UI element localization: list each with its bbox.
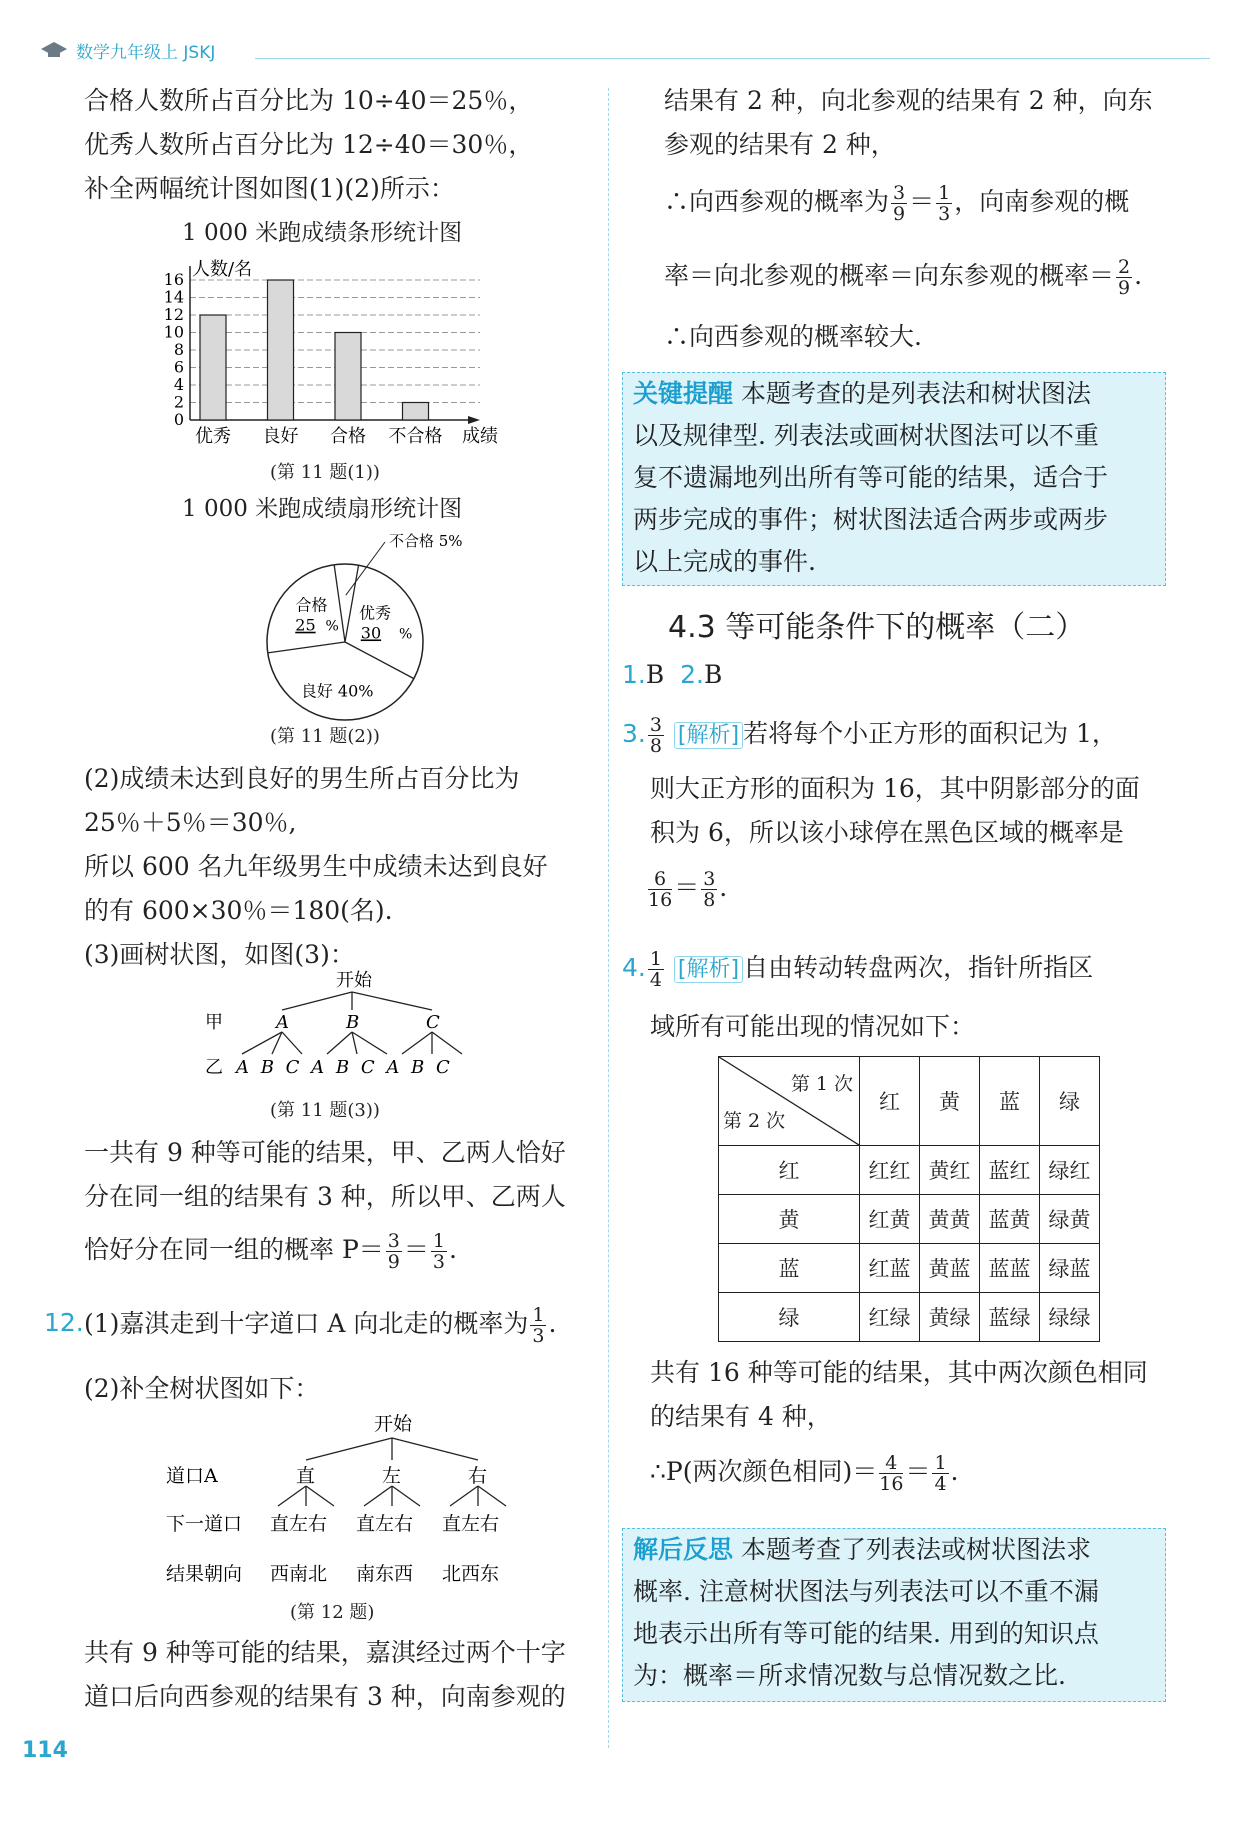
fraction: $\frac{3}{8}$ [649,714,662,757]
bar [335,333,361,421]
q11-2-line-1: (2)成绩未达到良好的男生所占百分比为 [84,764,520,793]
table-corner [719,1057,860,1146]
answer-4-line-1: 4. $\frac{1}{4}$ [解析] 自由转动转盘两次，指针所指区 [622,948,1094,991]
y-tick-label: 6 [173,357,184,377]
tree11-node-b: B [346,1012,360,1033]
table-row [719,1146,1100,1195]
y-tick-label: 12 [163,305,184,324]
table-cell: 绿黄 [1040,1195,1100,1244]
pie-value: 25 [295,615,316,635]
y-tick-label: 2 [173,392,184,412]
tree-diagram-12 [160,1408,580,1608]
tip-line-4: 两步完成的事件；树状图法适合两步或两步 [633,505,1109,534]
tree11-row2-label: 乙 [205,1057,223,1078]
tree11-row2: A B C A B C A B C [236,1057,450,1078]
q12-part1: (1)嘉淇走到十字道口 A 向北走的概率为 $\frac{1}{3}$ . [84,1304,557,1347]
right-line-2: 参观的结果有 2 种， [664,130,896,159]
bar-chart-caption: (第 11 题(1)) [270,462,380,483]
corner-bottom: 第 2 次 [723,1110,786,1132]
fraction: $\frac{3}{9}$ [893,182,906,225]
y-tick-label: 14 [163,287,184,307]
tip-title: 关键提醒 [633,379,734,408]
left-line-1: 合格人数所占百分比为 10÷40＝25％， [84,86,534,115]
x-tick-label: 合格 [330,426,366,447]
tree12-r2-2: 直左右 [356,1513,414,1535]
tree11-start: 开始 [336,970,372,991]
table-cell: 蓝黄 [980,1195,1040,1244]
table-cell: 绿红 [1040,1146,1100,1195]
header-rule [255,58,1210,59]
right-line-3: ∴向西参观的概率为 $\frac{3}{9}$ ＝ $\frac{1}{3}$ ，向南参观的概 [664,182,1130,225]
bar-chart-ylabel: 人数/名 [192,259,253,280]
table-cell: 黄绿 [920,1293,980,1342]
table-cell: 红红 [860,1146,920,1195]
x-tick-label: 良好 [262,426,299,447]
table-header-row [719,1057,1100,1146]
right-line-4: 率＝向北参观的概率＝向东参观的概率＝ $\frac{2}{9}$ . [664,256,1143,299]
pie-pct: % [325,618,339,635]
fraction: $\frac{1}{3}$ [532,1304,545,1347]
right-line-5: ∴向西参观的概率较大. [664,322,922,351]
tree11-node-a: A [276,1012,289,1033]
table-row [719,1293,1100,1342]
bar-chart [150,250,570,450]
bar [200,315,226,420]
answer-4-concl-2: 的结果有 4 种， [650,1402,832,1431]
pie-label: 合格 [295,595,328,615]
x-axis-label: 成绩 [462,426,498,447]
fraction: $\frac{1}{4}$ [934,1452,947,1495]
y-tick-label: 8 [173,340,184,359]
answer-3-line-2: 则大正方形的面积为 16，其中阴影部分的面 [650,774,1140,803]
color-outcome-table [718,1056,1100,1342]
tree12-start: 开始 [374,1413,413,1435]
q12-number: 12. [44,1308,84,1337]
column-divider [608,88,609,1748]
page-number: 114 [22,1738,68,1763]
q11-concl-1: 一共有 9 种等可能的结果，甲、乙两人恰好 [84,1138,566,1167]
q12-concl-2: 道口后向西参观的结果有 3 种，向南参观的 [84,1682,566,1711]
q11-3-line: (3)画树状图，如图(3)： [84,940,355,969]
fraction: $\frac{1}{3}$ [432,1230,445,1273]
row-header: 蓝 [719,1244,860,1293]
reflection-line-1: 解后反思 本题考查了列表法或树状图法求 [633,1535,1091,1564]
x-tick-label: 不合格 [388,426,443,447]
tip-box [622,372,1166,586]
table-row [719,1195,1100,1244]
tip-line-5: 以上完成的事件. [633,547,816,576]
pie-chart-title: 1 000 米跑成绩扇形统计图 [182,496,463,522]
answer-3-line-1: 3. $\frac{3}{8}$ [解析] 若将每个小正方形的面积记为 1， [622,714,1117,757]
reflection-line-2: 概率. 注意树状图法与列表法可以不重不漏 [633,1577,1099,1606]
y-tick-label: 4 [173,375,184,394]
answer-3-line-3: 积为 6，所以该小球停在黑色区域的概率是 [650,818,1124,847]
table-cell: 黄黄 [920,1195,980,1244]
col-header: 蓝 [980,1057,1040,1146]
tree12-r3-2: 南东西 [356,1563,414,1585]
pie-chart-caption: (第 11 题(2)) [270,726,380,747]
row-header: 绿 [719,1293,860,1342]
row-header: 黄 [719,1195,860,1244]
pie-chart [230,530,490,730]
fraction: $\frac{1}{4}$ [649,948,662,991]
tree12-r3-1: 西南北 [270,1563,328,1585]
pie-callout-label: 不合格 5% [389,532,463,550]
q11-concl-2: 分在同一组的结果有 3 种，所以甲、乙两人 [84,1182,566,1211]
answer-3-line-4: $\frac{6}{16}$ ＝ $\frac{3}{8}$ . [648,868,728,911]
tree-diagram-11 [200,968,520,1098]
fraction: $\frac{6}{16}$ [648,868,673,911]
pie-label: 优秀 [358,603,391,623]
answer-4-concl-1: 共有 16 种等可能的结果，其中两次颜色相同 [650,1358,1148,1387]
tree12-r1-1: 直 [296,1465,316,1487]
reflection-line-4: 为：概率＝所求情况数与总情况数之比. [633,1661,1066,1690]
tree12-r2-3: 直左右 [442,1513,500,1535]
header-icon [40,40,68,60]
x-axis-arrow [468,416,480,424]
tree12-r2-label: 下一道口 [166,1513,243,1535]
fraction: $\frac{3}{9}$ [387,1230,400,1273]
tree12-r1-2: 左 [382,1465,402,1487]
q11-concl-3-text: 恰好分在同一组的概率 P＝ [84,1235,384,1264]
left-line-3: 补全两幅统计图如图(1)(2)所示： [84,174,455,203]
tip-line-3: 复不遗漏地列出所有等可能的结果，适合于 [633,463,1109,492]
corner-top: 第 1 次 [790,1073,853,1095]
header-title: 数学九年级上 JSKJ [76,43,216,63]
pie-pct: % [398,626,413,643]
table-cell: 黄红 [920,1146,980,1195]
row-header: 红 [719,1146,860,1195]
bar-chart-title: 1 000 米跑成绩条形统计图 [182,220,463,246]
table-cell: 蓝红 [980,1146,1040,1195]
q11-concl-3: 恰好分在同一组的概率 P＝ $\frac{3}{9}$ ＝ $\frac{1}{3}$ . [84,1230,457,1273]
tree12-r3-3: 北西东 [442,1563,500,1585]
col-header: 绿 [1040,1057,1100,1146]
bar [403,403,429,421]
q12-concl-1: 共有 9 种等可能的结果，嘉淇经过两个十字 [84,1638,566,1667]
col-header: 红 [860,1057,920,1146]
tree12-r1-label: 道口A [166,1465,218,1487]
table-row [719,1244,1100,1293]
table-cell: 蓝绿 [980,1293,1040,1342]
table-cell: 红绿 [860,1293,920,1342]
tree12-r2-1: 直左右 [270,1513,328,1535]
y-tick-label: 16 [163,270,184,289]
y-tick-label: 0 [173,410,184,429]
answers-1-2: 1.B 2.B [622,660,723,689]
table-cell: 绿绿 [1040,1293,1100,1342]
tree11-row1-label: 甲 [205,1012,223,1033]
tree11-node-c: C [426,1012,440,1033]
reflection-line-3: 地表示出所有等可能的结果. 用到的知识点 [633,1619,1099,1648]
q11-2-line-4: 的有 600×30％＝180(名). [84,896,393,925]
answer-4-line-2: 域所有可能出现的情况如下： [650,1012,976,1041]
bar [268,280,294,420]
tip-line-1: 关键提醒 本题考查的是列表法和树状图法 [633,379,1091,408]
table-cell: 绿蓝 [1040,1244,1100,1293]
reflection-title: 解后反思 [633,1535,734,1564]
tree12-r3-label: 结果朝向 [166,1563,243,1585]
q11-2-line-2: 25％＋5％＝30％, [84,808,297,837]
fraction: $\frac{3}{8}$ [703,868,716,911]
table-cell: 红黄 [860,1195,920,1244]
right-line-1: 结果有 2 种，向北参观的结果有 2 种，向东 [664,86,1153,115]
col-header: 黄 [920,1057,980,1146]
table-cell: 蓝蓝 [980,1244,1040,1293]
table-cell: 红蓝 [860,1244,920,1293]
section-title: 4.3 等可能条件下的概率（二） [668,610,1086,645]
left-line-2: 优秀人数所占百分比为 12÷40＝30％， [84,130,534,159]
q11-2-line-3: 所以 600 名九年级男生中成绩未达到良好 [84,852,548,881]
pie-label: 良好 40% [300,681,374,701]
q12-part2: (2)补全树状图如下： [84,1374,320,1403]
fraction: $\frac{2}{9}$ [1118,256,1131,299]
tree12-caption: (第 12 题) [290,1602,375,1623]
page-number-badge [22,1738,68,1763]
analysis-tag: [解析] [674,722,743,749]
x-tick-label: 优秀 [195,426,231,447]
table-cell: 黄蓝 [920,1244,980,1293]
tree11-caption: (第 11 题(3)) [270,1100,380,1121]
tip-line-2: 以及规律型. 列表法或画树状图法可以不重 [633,421,1099,450]
y-tick-label: 10 [163,322,184,342]
fraction: $\frac{4}{16}$ [879,1452,904,1495]
answer-4-concl-3: ∴P(两次颜色相同)＝ $\frac{4}{16}$ ＝ $\frac{1}{4}$ . [650,1452,959,1495]
fraction: $\frac{1}{3}$ [938,182,951,225]
tree12-r1-3: 右 [468,1465,488,1487]
pie-value: 30 [360,623,382,643]
analysis-tag: [解析] [674,956,743,983]
reflection-box [622,1528,1166,1702]
